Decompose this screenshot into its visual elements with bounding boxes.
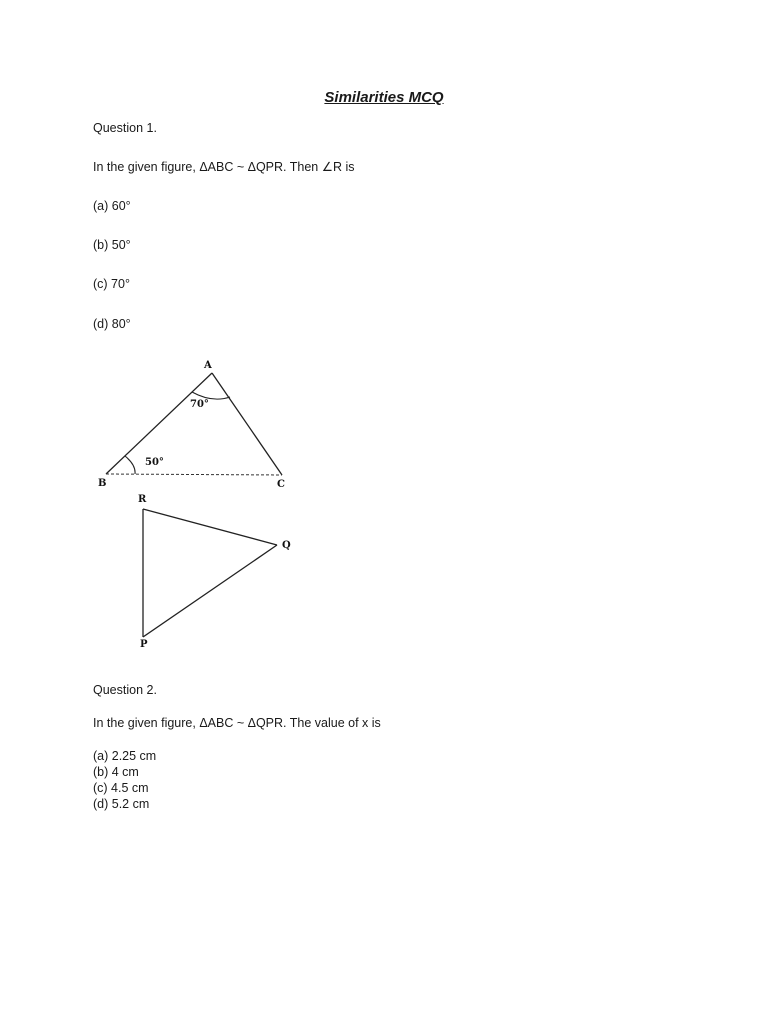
side-rq	[143, 509, 277, 545]
vertex-label-q: Q	[282, 540, 291, 551]
vertex-label-b: B	[98, 478, 107, 489]
question-2-prompt: In the given figure, ΔABC ~ ΔQPR. The value of x is	[93, 716, 381, 730]
question-2-option-a: (a) 2.25 cm	[93, 749, 157, 763]
question-1-prompt: In the given figure, ΔABC ~ ΔQPR. Then ∠R is	[93, 160, 355, 174]
vertex-label-r: R	[138, 494, 147, 505]
triangle-qpr	[138, 494, 291, 650]
question-2-option-c: (c) 4.5 cm	[93, 781, 149, 795]
vertex-label-c: C	[277, 479, 285, 490]
side-qp	[143, 545, 277, 637]
question-2-option-d: (d) 5.2 cm	[93, 797, 150, 811]
question-1-option-b: (b) 50°	[93, 238, 131, 252]
triangle-abc	[98, 360, 285, 490]
angle-b-arc	[125, 456, 135, 474]
question-1-option-d: (d) 80°	[93, 317, 131, 331]
question-1-option-a: (a) 60°	[93, 199, 131, 213]
vertex-label-p: P	[140, 639, 148, 650]
side-bc	[106, 474, 282, 475]
question-2-option-b: (b) 4 cm	[93, 765, 139, 779]
question-1-option-c: (c) 70°	[93, 277, 130, 291]
document-title: Similarities MCQ	[324, 89, 444, 106]
angle-b-label: 50°	[145, 457, 164, 468]
angle-a-label: 70°	[190, 399, 209, 410]
vertex-label-a: A	[204, 360, 212, 371]
similar-triangles-figure	[94, 355, 314, 650]
question-1-heading: Question 1.	[93, 121, 157, 135]
side-ac	[212, 373, 282, 475]
question-2-heading: Question 2.	[93, 683, 157, 697]
